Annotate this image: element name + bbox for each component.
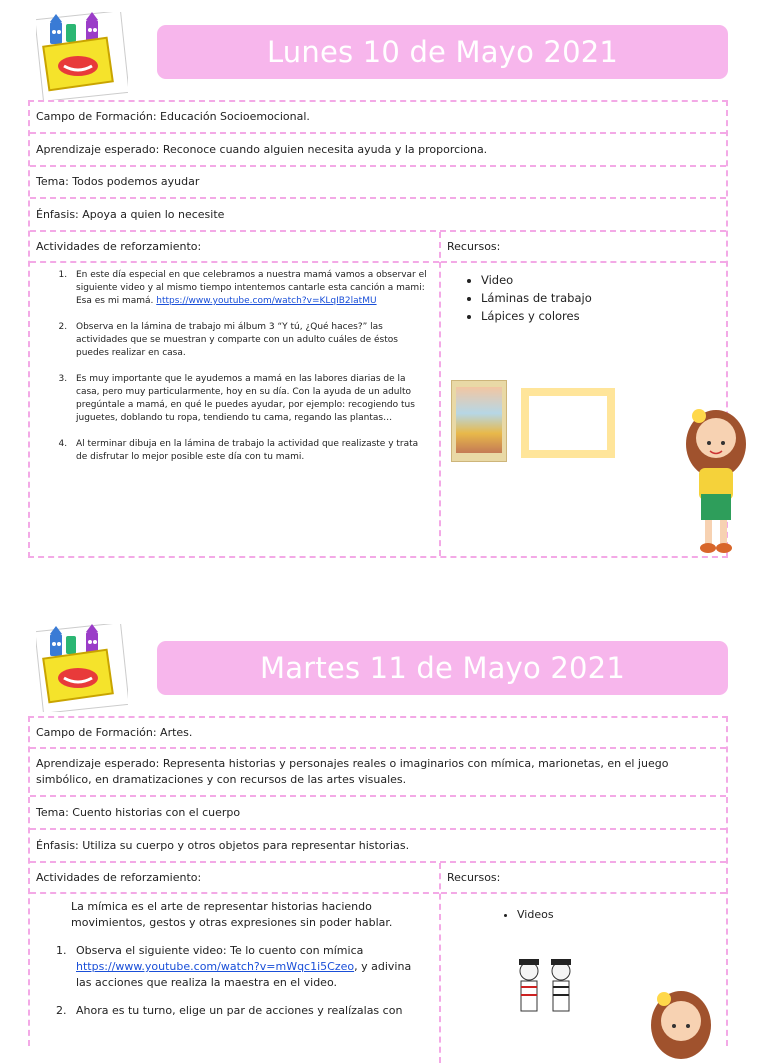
resource-item: • Video	[481, 271, 726, 289]
crayon-box-logo	[36, 624, 128, 712]
aprendizaje-row	[30, 134, 726, 167]
campo-text: Campo de Formación: Educación Socioemocional.	[36, 110, 310, 123]
resource-item: • Lápices y colores	[481, 307, 726, 325]
campo-row	[30, 718, 726, 749]
activity-text: En este día especial en que celebramos a nuestra mamá vamos a observar el siguiente video y al mismo tiempo intentemos cantarle esta canción a mami: Esa es mi mamá.	[76, 270, 427, 306]
activities-list	[30, 931, 439, 1019]
enfasis-text: Énfasis: Utiliza su cuerpo y otros objetos para representar historias.	[36, 838, 410, 852]
activities-column	[30, 232, 441, 556]
activity-item	[70, 943, 429, 991]
tema-text: Tema: Todos podemos ayudar	[36, 175, 200, 188]
aprendizaje-row	[30, 749, 726, 797]
girl-illustration	[646, 983, 716, 1063]
youtube-link[interactable]: https://www.youtube.com/watch?v=KLqIB2latMU	[156, 296, 377, 306]
lesson-plan-table	[28, 716, 728, 1046]
activity-text: , y adivina las acciones que realiza la maestra en el video.	[76, 960, 412, 989]
activity-item: 2. Observa en la lámina de trabajo mi álbum 3 “Y tú, ¿Qué haces?” las actividades que se muestran y comparte con un adulto cuáles de éstos puedes realizar en casa.	[70, 321, 431, 360]
day-title-banner: Lunes 10 de Mayo 2021	[157, 25, 728, 79]
tema-text: Tema: Cuento historias con el cuerpo	[36, 805, 241, 819]
activities-header: Actividades de reforzamiento:	[30, 232, 439, 263]
enfasis-text: Énfasis: Apoya a quien lo necesite	[36, 207, 225, 221]
resources-list	[441, 263, 726, 325]
worksheet-album-thumbnail	[451, 380, 507, 462]
mimes-illustration	[501, 957, 591, 1017]
activities-header: Actividades de reforzamiento:	[30, 863, 439, 894]
enfasis-row	[30, 199, 726, 232]
youtube-link[interactable]: https://www.youtube.com/watch?v=mWqc1i5Czeo	[76, 960, 355, 973]
campo-row	[30, 102, 726, 134]
worksheet-drawing-thumbnail	[521, 388, 615, 458]
mimica-intro-text: La mímica es el arte de representar historias haciendo movimientos, gestos y otras expresiones sin poder hablar.	[71, 900, 393, 929]
activity-item: 4. Al terminar dibuja en la lámina de trabajo la actividad que realizaste y trata de disfrutar lo mejor posible este día con tu mami.	[70, 438, 431, 464]
resources-header: Recursos:	[441, 232, 726, 263]
crayon-box-logo	[36, 12, 128, 100]
activity-item: 2. Ahora es tu turno, elige un par de acciones y realízalas con	[70, 1003, 429, 1019]
resource-item: • Videos	[517, 906, 726, 924]
resources-column	[441, 232, 726, 556]
resources-list	[441, 894, 726, 924]
aprendizaje-text: Aprendizaje esperado: Representa historias y personajes reales o imaginarios con mímica, marionetas, en el juego simbólico, en dramatizaciones y con recursos de las artes visuales.	[36, 757, 669, 786]
enfasis-row	[30, 830, 726, 863]
resources-column	[441, 863, 726, 1063]
activities-section	[30, 232, 726, 556]
activity-text: Observa el siguiente video: Te lo cuento con mímica	[76, 944, 364, 957]
activity-item	[70, 269, 431, 308]
day-title-banner: Martes 11 de Mayo 2021	[157, 641, 728, 695]
tema-row	[30, 797, 726, 830]
tema-row	[30, 167, 726, 199]
aprendizaje-text: Aprendizaje esperado: Reconoce cuando alguien necesita ayuda y la proporciona.	[36, 142, 488, 156]
activity-item: 3. Es muy importante que le ayudemos a mamá en las labores diarias de la casa, pero muy particularmente, hoy en su día. Con la ayuda de un adulto pregúntale a mamá, en qué le puedes ayudar, por ejemplo: recogiendo tus juguetes, doblando tu ropa, tendiendo tu cama, regando las plantas…	[70, 373, 431, 425]
activities-list	[30, 263, 439, 464]
activities-column	[30, 863, 441, 1063]
activities-section	[30, 863, 726, 1063]
girl-illustration	[681, 402, 751, 558]
campo-text: Campo de Formación: Artes.	[36, 725, 193, 739]
lesson-plan-table	[28, 100, 728, 558]
resources-header: Recursos:	[441, 863, 726, 894]
resource-item: • Láminas de trabajo	[481, 289, 726, 307]
